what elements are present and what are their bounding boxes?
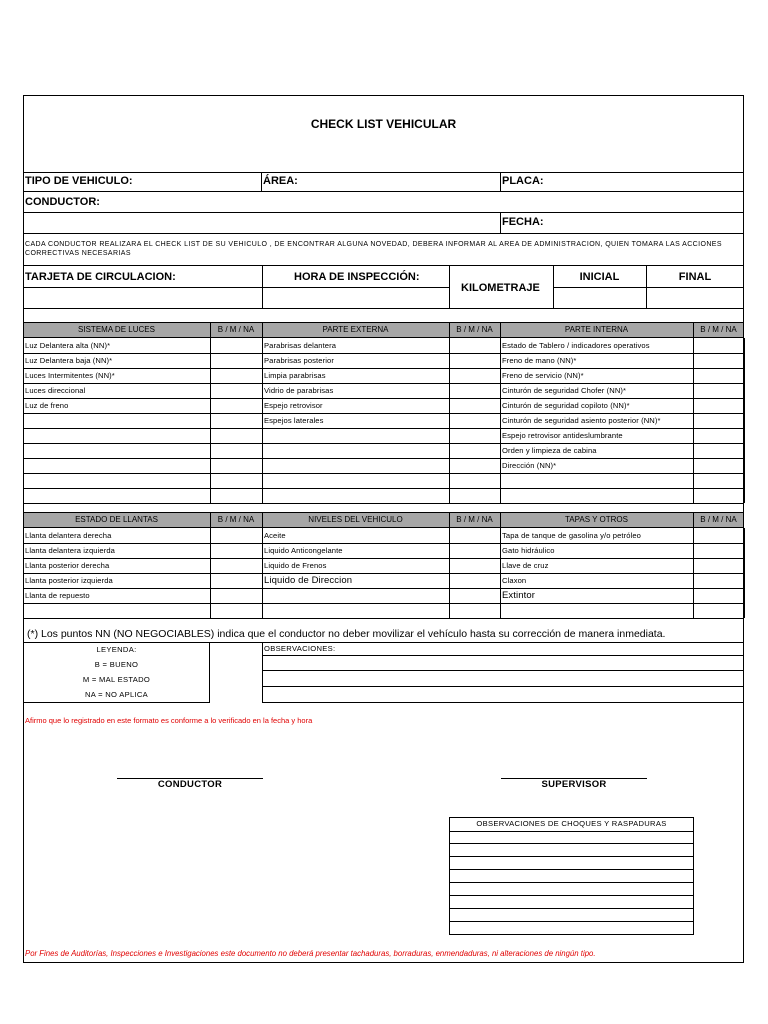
checklist-item: Luces direccional [25,386,86,395]
checklist-item: Cinturón de seguridad asiento posterior (NN)* [502,416,661,425]
rule [23,191,744,192]
bmna-cell[interactable] [694,559,743,572]
checklist-item: Luz Delantera baja (NN)* [25,356,113,365]
placa-label: PLACA: [502,175,544,187]
bmna-cell[interactable] [694,589,743,602]
bmna-header: B / M / NA [700,515,737,524]
checklist-item: Llanta posterior derecha [25,561,110,570]
choques-entry-row[interactable] [450,870,693,881]
rule [23,473,744,474]
bmna-header: B / M / NA [217,515,255,524]
rule [210,512,211,528]
rule [210,322,211,338]
rule [261,172,262,191]
rule [23,308,744,309]
column-header: PARTE INTERNA [564,325,629,334]
inicial-label: INICIAL [579,271,620,283]
bmna-cell[interactable] [694,444,743,457]
rule [23,383,744,384]
bmna-cell[interactable] [450,429,499,442]
supervisor-signature-label: SUPERVISOR [541,779,607,790]
rule [500,338,501,503]
bmna-cell[interactable] [694,544,743,557]
tarjeta-label: TARJETA DE CIRCULACION: [25,271,176,283]
bmna-cell[interactable] [211,574,261,587]
checklist-item: Espejo retrovisor antideslumbrante [502,431,623,440]
choques-entry-row[interactable] [450,857,693,868]
checklist-item: Llanta de repuesto [25,591,90,600]
checklist-item: Freno de mano (NN)* [502,356,577,365]
checklist-item: Llanta delantera derecha [25,531,112,540]
rule [500,172,501,191]
checklist-item: Dirección (NN)* [502,461,557,470]
bmna-cell[interactable] [450,369,499,382]
bmna-cell[interactable] [694,429,743,442]
rule [23,368,744,369]
choques-entry-row[interactable] [450,909,693,920]
checklist-item: Luz Delantera alta (NN)* [25,341,111,350]
bmna-cell[interactable] [450,604,499,617]
instruction-note-2: CORRECTIVAS NECESARIAS [25,250,131,257]
bmna-cell[interactable] [694,489,743,502]
checklist-item: Liquido de Frenos [264,561,327,570]
choques-entry-row[interactable] [450,922,693,933]
rule [23,618,744,619]
nn-note: (*) Los puntos NN (NO NEGOCIABLES) indica que el conductor no deber movilizar el vehículo hasta su corrección de manera inmediata. [27,628,666,640]
rule [500,512,501,528]
rule [262,655,744,656]
rule [23,287,449,288]
bmna-cell[interactable] [450,529,499,542]
bmna-cell[interactable] [211,414,261,427]
page-title: CHECK LIST VEHICULAR [310,117,457,131]
checklist-item: Espejos laterales [264,416,324,425]
affirm-text: Afirmo que lo registrado en este formato es conforme a lo verificado en la fecha y hora [25,716,313,725]
checklist-item: Tapa de tanque de gasolina y/o petróleo [502,531,642,540]
rule [23,265,744,266]
legend-title: LEYENDA: [96,645,137,654]
checklist-item: Llave de cruz [502,561,549,570]
rule [262,265,263,308]
bmna-cell[interactable] [211,544,261,557]
checklist-item: Extintor [502,590,536,601]
tipo-label: TIPO DE VEHICULO: [25,175,133,187]
bmna-cell[interactable] [211,369,261,382]
bmna-cell[interactable] [694,529,743,542]
rule [23,588,744,589]
rule [449,322,450,338]
footer-note: Por Fines de Auditorías, Inspecciones e Investigaciones este documento no deberá presentar tachaduras, borraduras, enmendaduras, ni alteraciones de ningún tipo. [25,949,596,958]
rule [23,573,744,574]
rule [23,172,744,173]
rule [23,603,744,604]
bmna-cell[interactable] [211,384,261,397]
rule [23,543,744,544]
choques-entry-row[interactable] [450,844,693,855]
rule [23,233,744,234]
rule [553,287,744,288]
checklist-item: Gato hidráulico [502,546,555,555]
legend-na: NA = NO APLICA [84,690,149,699]
rule [262,686,744,687]
bmna-header: B / M / NA [217,325,255,334]
bmna-cell[interactable] [694,474,743,487]
legend-m: M = MAL ESTADO [82,675,151,684]
checklist-item: Orden y limpieza de cabina [502,446,597,455]
instruction-note: CADA CONDUCTOR REALIZARA EL CHECK LIST DE SU VEHICULO , DE ENCONTRAR ALGUNA NOVEDAD, DEBERA INFORMAR AL AREA DE ADMINISTRACION, QUIEN TOMARA LAS ACCIONES [25,241,722,248]
checklist-item: Cinturón de seguridad copiloto (NN)* [502,401,630,410]
rule [262,322,263,338]
rule [23,488,744,489]
bmna-cell[interactable] [450,489,499,502]
bmna-cell[interactable] [450,544,499,557]
rule [23,428,744,429]
rule [23,353,744,354]
checklist-item: Parabrisas posterior [264,356,334,365]
rule [23,458,744,459]
rule [744,528,745,618]
bmna-cell[interactable] [211,474,261,487]
checklist-item: Parabrisas delantera [264,341,337,350]
bmna-cell[interactable] [211,529,261,542]
choques-title: OBSERVACIONES DE CHOQUES Y RASPADURAS [476,819,667,828]
column-header: NIVELES DEL VEHICULO [308,515,403,524]
rule [262,512,263,528]
bmna-cell[interactable] [211,399,261,412]
checklist-item: Limpia parabrisas [264,371,326,380]
bmna-cell[interactable] [211,489,261,502]
checklist-item: Estado de Tablero / indicadores operativos [502,341,650,350]
bmna-header: B / M / NA [456,515,493,524]
bmna-cell[interactable] [211,339,261,352]
bmna-cell[interactable] [450,474,499,487]
checklist-item: Llanta delantera izquierda [25,546,115,555]
bmna-cell[interactable] [694,354,743,367]
hora-label: HORA DE INSPECCIÓN: [294,271,420,283]
rule [23,212,744,213]
kilometraje-label: KILOMETRAJE [461,282,540,294]
rule [500,322,501,338]
checklist-item: Vidrio de parabrisas [264,386,334,395]
bmna-header: B / M / NA [700,325,737,334]
rule [23,558,744,559]
rule [500,212,501,233]
bmna-cell[interactable] [211,589,261,602]
bmna-cell[interactable] [694,604,743,617]
rule [744,338,745,503]
rule [693,322,694,338]
checklist-item: Freno de servicio (NN)* [502,371,584,380]
bmna-cell[interactable] [450,444,499,457]
legend-b: B = BUENO [94,660,139,669]
bmna-cell[interactable] [211,604,261,617]
rule [449,265,450,308]
bmna-cell[interactable] [450,339,499,352]
final-label: FINAL [678,271,712,283]
rule [262,670,744,671]
area-label: ÁREA: [263,175,298,187]
bmna-cell[interactable] [211,444,261,457]
bmna-cell[interactable] [694,574,743,587]
bmna-cell[interactable] [450,354,499,367]
rule [23,503,744,504]
checklist-item: Cinturón de seguridad Chofer (NN)* [502,386,627,395]
column-header: ESTADO DE LLANTAS [75,515,158,524]
checklist-item: Liquido de Direccion [264,575,353,586]
checklist-item: Claxon [502,576,527,585]
rule [449,512,450,528]
choques-entry-row[interactable] [450,896,693,907]
rule [693,512,694,528]
bmna-cell[interactable] [450,459,499,472]
bmna-cell[interactable] [211,459,261,472]
column-header: TAPAS Y OTROS [565,515,628,524]
bmna-cell[interactable] [211,559,261,572]
checklist-item: Llanta posterior izquierda [25,576,113,585]
bmna-cell[interactable] [450,589,499,602]
checklist-item: Luz de freno [25,401,69,410]
conductor-signature-label: CONDUCTOR [157,779,223,790]
choques-entry-row[interactable] [450,883,693,894]
bmna-cell[interactable] [211,354,261,367]
conductor-label: CONDUCTOR: [25,196,100,208]
bmna-header: B / M / NA [456,325,493,334]
choques-entry-row[interactable] [450,832,693,843]
fecha-label: FECHA: [502,216,544,228]
rule [262,338,263,503]
rule [23,398,744,399]
bmna-cell[interactable] [694,399,743,412]
bmna-cell[interactable] [694,369,743,382]
column-header: PARTE EXTERNA [322,325,389,334]
checklist-item: Espejo retrovisor [264,401,323,410]
checklist-item: Aceite [264,531,286,540]
bmna-cell[interactable] [694,339,743,352]
column-header: SISTEMA DE LUCES [78,325,155,334]
bmna-cell[interactable] [694,459,743,472]
checklist-item: Liquido Anticongelante [264,546,343,555]
bmna-cell[interactable] [450,574,499,587]
bmna-cell[interactable] [450,384,499,397]
bmna-cell[interactable] [450,559,499,572]
checklist-item: Luces Intermitentes (NN)* [25,371,115,380]
observaciones-label: OBSERVACIONES: [264,644,336,653]
rule [23,443,744,444]
bmna-cell[interactable] [211,429,261,442]
bmna-cell[interactable] [694,414,743,427]
rule [23,338,24,503]
bmna-cell[interactable] [450,414,499,427]
bmna-cell[interactable] [450,399,499,412]
bmna-cell[interactable] [694,384,743,397]
